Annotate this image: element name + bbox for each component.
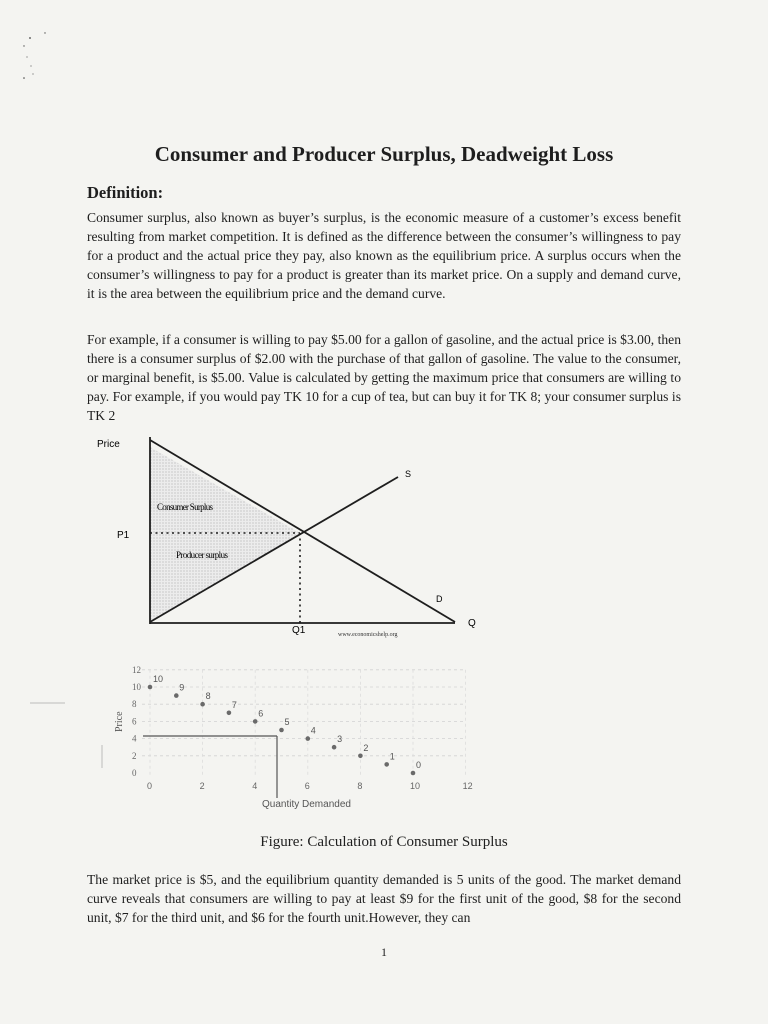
y-tick-label: 8	[132, 699, 137, 710]
data-point-label: 9	[179, 682, 185, 693]
data-point	[148, 685, 153, 690]
data-point	[227, 711, 232, 716]
x-tick-label: 6	[304, 781, 310, 791]
paragraph-market-price: The market price is $5, and the equilibrium quantity demanded is 5 units of the good. The market demand curve reveals that consumers are willing to pay at least $9 for the first unit of the good, $8 for the second unit, $7 for the third unit, and $6 for the fourth unit.However, they can	[87, 872, 681, 925]
y-tick-label: 6	[132, 716, 137, 727]
data-point-label: 4	[310, 725, 316, 736]
scatter-ylabel: Price	[114, 711, 125, 732]
q-axis-label: Q	[468, 618, 476, 629]
x-tick-label: 12	[462, 781, 473, 791]
x-tick-label: 4	[252, 781, 258, 791]
scatter-xlabel: Quantity Demanded	[262, 799, 351, 810]
supply-label: S	[405, 469, 412, 479]
producer-surplus-label: Producer surplus	[176, 550, 228, 560]
paragraph-example: For example, if a consumer is willing to pay $5.00 for a gallon of gasoline, and the actual price is $3.00, then there is a consumer surplus of $2.00 with the purchase of that gallon of gasoline. The value to the consumer, or marginal benefit, is $5.00. Value is calculated by getting the maximum price that consumers are willing to pay. For example, if you would pay TK 10 for a cup of tea, but can buy it for TK 8; your consumer surplus is TK 2	[87, 332, 681, 423]
y-tick-label: 12	[132, 664, 141, 675]
data-point	[200, 702, 205, 707]
data-point	[174, 693, 179, 698]
price-axis-label: Price	[97, 439, 120, 450]
data-point-label: 3	[337, 734, 343, 745]
q1-label: Q1	[292, 625, 306, 636]
source-label: www.economicshelp.org	[338, 632, 398, 638]
data-point-label: 5	[284, 717, 290, 727]
data-point-label: 0	[416, 760, 422, 770]
data-point	[279, 728, 284, 733]
data-point-label: 7	[231, 699, 237, 710]
data-point-label: 2	[363, 742, 369, 753]
data-point	[358, 754, 363, 759]
data-point	[384, 762, 389, 767]
x-tick-label: 10	[410, 781, 421, 791]
x-tick-label: 2	[199, 781, 205, 791]
x-tick-label: 0	[147, 781, 153, 791]
page-number: 1	[381, 945, 387, 959]
x-tick-label: 8	[357, 781, 363, 791]
document-title: Consumer and Producer Surplus, Deadweight Loss	[154, 142, 614, 166]
data-point-label: 10	[153, 674, 164, 684]
figure-caption: Figure: Calculation of Consumer Surplus	[260, 834, 508, 850]
p1-label: P1	[117, 530, 130, 541]
definition-heading: Definition:	[87, 183, 164, 202]
y-tick-label: 0	[132, 768, 137, 778]
data-point	[306, 736, 311, 741]
data-point-label: 8	[205, 691, 211, 702]
data-point	[411, 771, 416, 776]
y-tick-label: 10	[132, 682, 141, 692]
data-point-label: 1	[389, 751, 395, 762]
paragraph-definition: Consumer surplus, also known as buyer’s surplus, is the economic measure of a customer’s excess benefit resulting from market competition. It is defined as the difference between the consumer’s willingness to pay for a product and the actual price they pay, also known as the equilibrium price. A surplus occurs when the consumer’s willingness to pay for a product is greater than its market price. On a supply and demand curve, it is the area between the equilibrium price and the demand curve.	[87, 210, 681, 301]
data-point	[253, 719, 258, 724]
data-point	[332, 745, 337, 750]
y-tick-label: 2	[132, 750, 137, 761]
y-tick-label: 4	[132, 733, 137, 744]
data-point-label: 6	[258, 708, 264, 719]
demand-label: D	[436, 594, 443, 604]
consumer-surplus-label: Consumer Surplus	[157, 502, 213, 512]
